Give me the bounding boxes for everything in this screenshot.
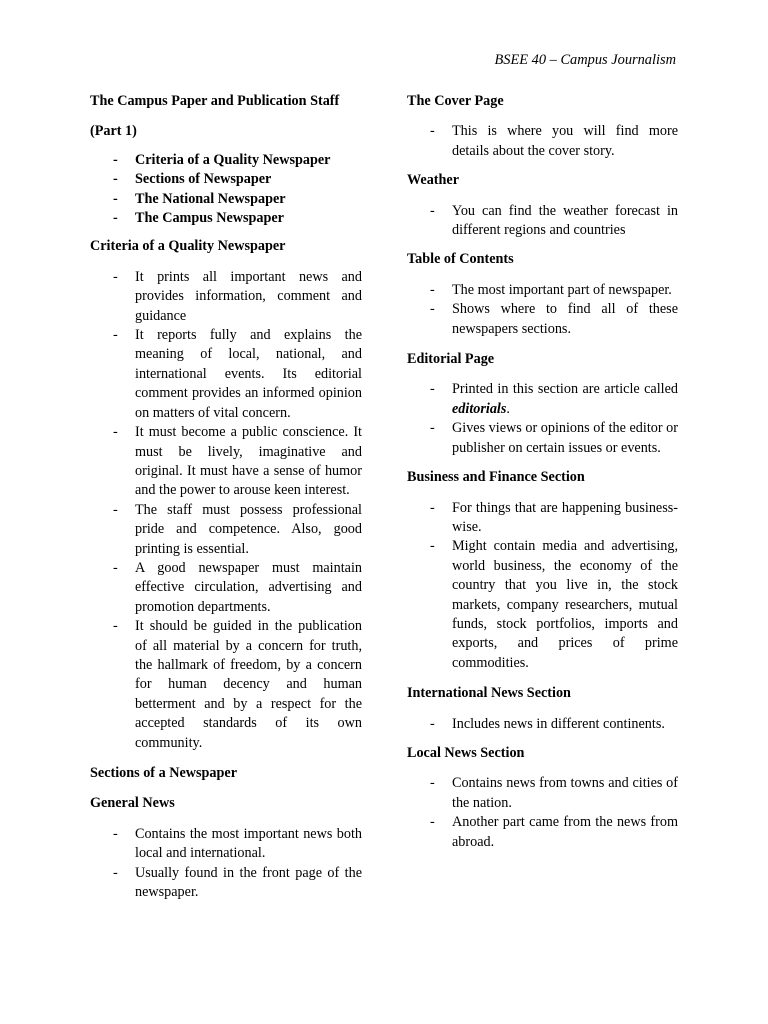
local-news-item: - Contains news from towns and cities of the nation.	[452, 774, 678, 813]
table-of-contents-heading: Table of Contents	[407, 251, 514, 268]
criteria-item: - The staff must possess professional pride and competence. Also, good printing is essential.	[135, 501, 362, 559]
sections-heading: Sections of a Newspaper	[90, 765, 237, 781]
table-of-contents-item: - The most important part of newspaper.	[452, 281, 678, 300]
business-heading: Business and Finance Section	[407, 469, 585, 486]
criteria-heading: Criteria of a Quality Newspaper	[90, 238, 286, 255]
international-heading: International News Section	[407, 685, 571, 702]
business-list	[407, 499, 678, 674]
weather-heading: Weather	[407, 172, 460, 189]
table-of-contents-list	[407, 281, 678, 339]
criteria-item: - It prints all important news and provides information, comment and guidance	[135, 268, 362, 326]
editorial-heading: Editorial Page	[407, 351, 495, 368]
right-column	[407, 92, 678, 862]
business-item: - For things that are happening business-wise.	[452, 499, 678, 538]
general-news-item: - Usually found in the front page of the newspaper.	[135, 864, 362, 903]
editorial-item: - Gives views or opinions of the editor or publisher on certain issues or events.	[452, 419, 678, 458]
topic-item: - Criteria of a Quality Newspaper	[135, 151, 362, 170]
cover-page-item: - This is where you will find more details about the cover story.	[452, 122, 678, 161]
criteria-list	[90, 268, 362, 753]
table-of-contents-item: - Shows where to find all of these newspapers sections.	[452, 300, 678, 339]
general-news-item: - Contains the most important news both local and international.	[135, 825, 362, 864]
editorial-list	[407, 380, 678, 458]
general-news-list	[90, 825, 362, 903]
criteria-item: - A good newspaper must maintain effective circulation, advertising and promotion departments.	[135, 559, 362, 617]
editorial-text: Printed in this section are article called	[452, 381, 678, 398]
weather-list	[407, 202, 678, 241]
left-column	[90, 92, 362, 912]
criteria-item: - It should be guided in the publication of all material by a concern for truth, the hallmark of freedom, by a concern for human decency and human betterment and by a respect for the accepted standards of its own community.	[135, 617, 362, 753]
topic-item: - The Campus Newspaper	[135, 209, 362, 228]
local-news-item: - Another part came from the news from abroad.	[452, 813, 678, 852]
topics-list	[90, 151, 362, 229]
criteria-item: - It reports fully and explains the meaning of local, national, and international events. Its editorial comment provides an informed opinion on matters of vital concern.	[135, 326, 362, 423]
general-news-heading: General News	[90, 795, 175, 812]
weather-item: - You can find the weather forecast in different regions and countries	[452, 202, 678, 241]
international-item: - Includes news in different continents.	[452, 715, 678, 734]
editorial-period: .	[506, 400, 510, 417]
criteria-item: - It must become a public conscience. It must be lively, imaginative and original. It must have a sense of humor and the power to arouse keen interest.	[135, 423, 362, 501]
editorial-item	[452, 380, 678, 419]
international-list	[407, 715, 678, 734]
business-item: - Might contain media and advertising, world business, the economy of the country that you live in, the stock markets, company researchers, mutual funds, stock portfolios, imports and exports, and prices of prime commodities.	[452, 537, 678, 673]
cover-page-heading: The Cover Page	[407, 93, 504, 109]
topic-item: - Sections of Newspaper	[135, 170, 362, 189]
document-title: The Campus Paper and Publication Staff	[90, 93, 340, 109]
local-news-list	[407, 774, 678, 852]
editorials-term: editorials	[452, 400, 507, 417]
cover-page-list	[407, 122, 678, 161]
local-news-heading: Local News Section	[407, 744, 525, 761]
running-header: BSEE 40 – Campus Journalism	[494, 52, 676, 68]
topic-item: - The National Newspaper	[135, 190, 362, 209]
part-label: (Part 1)	[90, 123, 137, 140]
